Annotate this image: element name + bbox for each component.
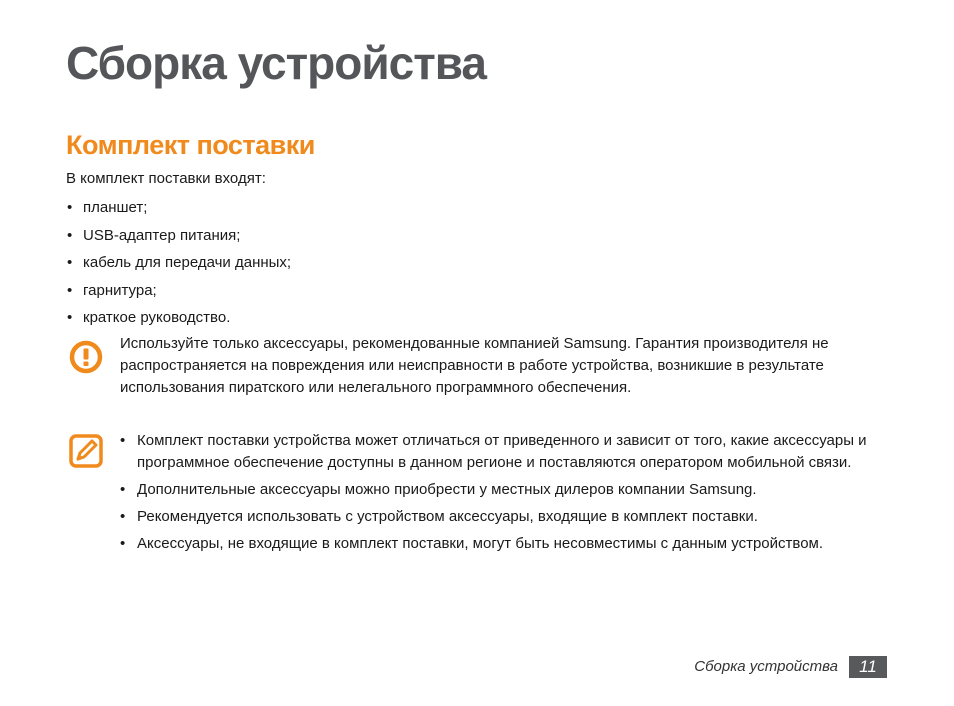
note-item: • Аксессуары, не входящие в комплект поставки, могут быть несовместимы с данным устройством. [120,533,890,555]
page-number: 11 [849,656,887,678]
warning-text: Используйте только аксессуары, рекомендованные компанией Samsung. Гарантия производителя не распространяется на повреждения или неисправности в работе устройства, возникшие в результате использования пиратского или нелегального программного обеспечения. [120,335,829,396]
footer-section-label: Сборка устройства [694,658,838,675]
intro-text: В комплект поставки входят: [66,170,266,187]
note-item: • Рекомендуется использовать с устройством аксессуары, входящие в комплект поставки. [120,506,890,528]
package-contents-list [66,198,291,336]
notes-list [120,430,890,560]
note-item: • Дополнительные аксессуары можно приобрести у местных дилеров компании Samsung. [120,479,890,501]
list-item: • USB-адаптер питания; [66,226,291,254]
list-item: • гарнитура; [66,281,291,309]
list-item: • кабель для передачи данных; [66,253,291,281]
note-icon [68,433,104,469]
page-title: Сборка устройства [66,37,486,89]
list-item: • краткое руководство. [66,308,291,336]
section-title: Комплект поставки [66,130,315,160]
list-item: • планшет; [66,198,291,226]
note-item: • Комплект поставки устройства может отличаться от приведенного и зависит от того, какие аксессуары и программное обеспечение доступны в данном регионе и поставляются оператором мобильной связи. [120,430,890,474]
warning-icon [69,340,103,374]
